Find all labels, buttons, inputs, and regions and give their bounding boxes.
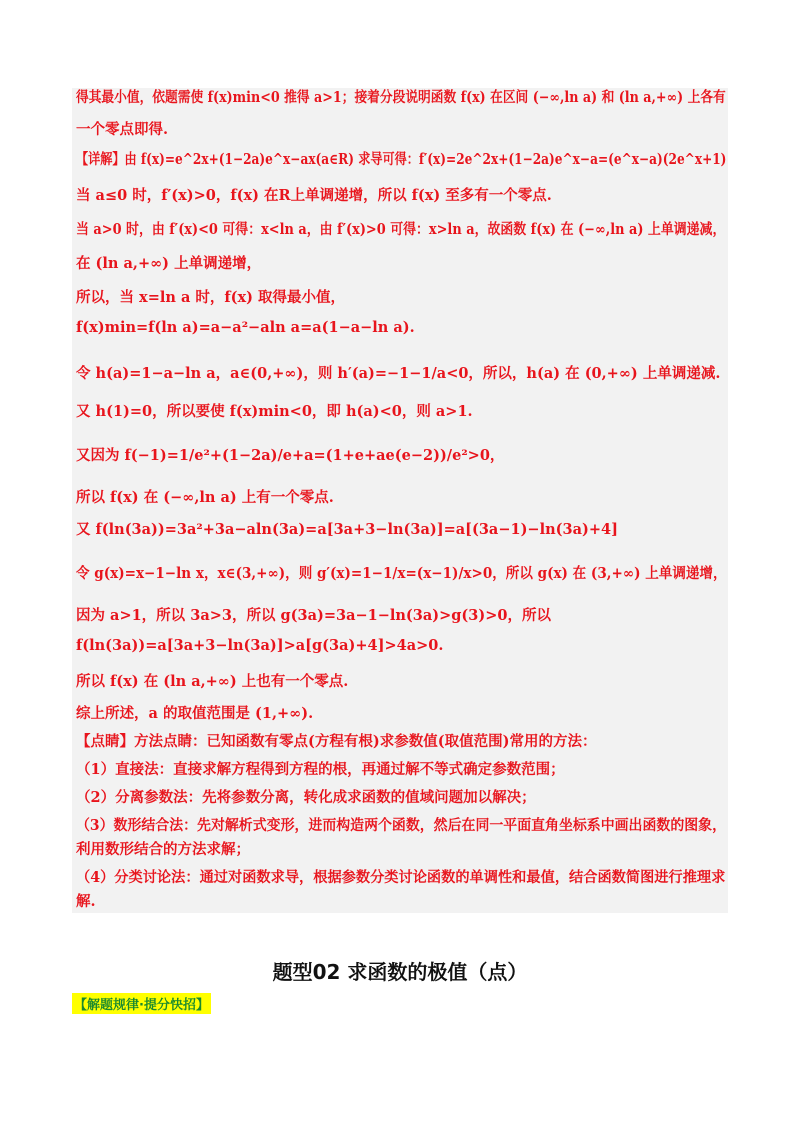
solution-line: 在 (ln a,+∞) 上单调递增，: [76, 255, 262, 272]
solution-line: 【详解】由 f(x)=e^2x+(1−2a)e^x−ax(a∈R) 求导可得：f′(x)=2e^2x+(1−2a)e^x−a=(e^x−a)(2e^x+1): [76, 151, 727, 168]
solution-line: 利用数形结合的方法求解；: [76, 841, 250, 858]
solution-line: 所以 f(x) 在 (ln a,+∞) 上也有一个零点.: [76, 673, 349, 690]
solution-line: f(x)min=f(ln a)=a−a²−aln a=a(1−a−ln a).: [76, 319, 415, 336]
solution-line: 解.: [76, 893, 96, 910]
solution-line: 得其最小值，依题需使 f(x)min<0 推得 a>1；接着分段说明函数 f(x) 在区间 (−∞,ln a) 和 (ln a,+∞) 上各有: [76, 89, 726, 106]
solution-line: 当 a>0 时，由 f′(x)<0 可得：x<ln a，由 f′(x)>0 可得：x>ln a，故函数 f(x) 在 (−∞,ln a) 上单调递减，: [76, 221, 726, 238]
section-title: 题型02 求函数的极值（点）: [272, 960, 528, 984]
solution-line: 综上所述，a 的取值范围是 (1,+∞).: [76, 705, 314, 722]
solution-line: f(ln(3a))=a[3a+3−ln(3a)]>a[g(3a)+4]>4a>0.: [76, 637, 444, 654]
solution-line: 所以，当 x=ln a 时，f(x) 取得最小值，: [76, 289, 346, 306]
solution-line: 一个零点即得.: [76, 121, 169, 138]
solution-line: 所以 f(x) 在 (−∞,ln a) 上有一个零点.: [76, 489, 334, 506]
solution-line: 令 h(a)=1−a−ln a，a∈(0,+∞)，则 h′(a)=−1−1/a<0，所以，h(a) 在 (0,+∞) 上单调递减.: [76, 365, 721, 382]
solution-line: 因为 a>1，所以 3a>3，所以 g(3a)=3a−1−ln(3a)>g(3)>0，所以: [76, 607, 551, 624]
solution-line: 又因为 f(−1)=1/e²+(1−2a)/e+a=(1+e+ae(e−2))/e²>0，: [76, 447, 505, 464]
solution-line: （1）直接法：直接求解方程得到方程的根，再通过解不等式确定参数范围；: [76, 761, 565, 778]
solution-line: （2）分离参数法：先将参数分离，转化成求函数的值域问题加以解决；: [76, 789, 536, 806]
solution-line: 又 h(1)=0，所以要使 f(x)min<0，即 h(a)<0，则 a>1.: [76, 403, 473, 420]
tips-tag: 【解题规律·提分快招】: [72, 993, 211, 1014]
solution-line: （3）数形结合法：先对解析式变形，进而构造两个函数，然后在同一平面直角坐标系中画出函数的图象，: [76, 817, 727, 834]
solution-line: （4）分类讨论法：通过对函数求导，根据参数分类讨论函数的单调性和最值，结合函数简图进行推理求: [76, 869, 726, 886]
solution-line: 当 a≤0 时，f′(x)>0，f(x) 在R上单调递增，所以 f(x) 至多有一个零点.: [76, 187, 552, 204]
solution-line: 又 f(ln(3a))=3a²+3a−aln(3a)=a[3a+3−ln(3a)]=a[(3a−1)−ln(3a)+4]: [76, 521, 618, 538]
solution-line: 令 g(x)=x−1−ln x，x∈(3,+∞)，则 g′(x)=1−1/x=(x−1)/x>0，所以 g(x) 在 (3,+∞) 上单调递增，: [76, 565, 727, 582]
solution-line: 【点睛】方法点睛：已知函数有零点(方程有根)求参数值(取值范围)常用的方法：: [76, 733, 597, 750]
